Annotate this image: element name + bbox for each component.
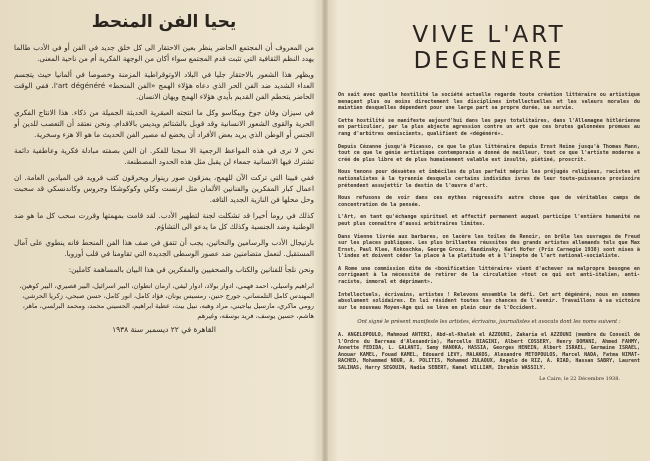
french-paragraph: L'Art, en tant qu'échange spirituel et affectif permanent auquel participe l'entière humanité ne peut plus connaître d'aussi arbitraires limites. [338,214,640,227]
arabic-paragraph: كذلك في روما أخيرا قد تشكلت لجنة لتطهير الأدب. لقد قامت بمهمتها وقررت سحب كل ما هو ضد الوطنية وضد الجنسية وكذلك كل ما يدعو الى التشاؤم. [14,211,314,231]
arabic-paragraph: نحن لا نرى في هذه المواعظ الرجعية الا سجنا للفكر. ان الفن بصفته مبادلة فكرية وعاطفية دائمة تشترك فيها الانسانية جمعاء لن يقبل مثل هذه الحدود المصطنعة. [14,146,314,166]
french-paragraph: On sait avec quelle hostilité la société actuelle regarde toute création littéraire ou artistique menaçant plus ou moins directement les disciplines intellectuelles et les valeurs morales du maintien desquelles dépendent pour une large part sa propre durée, sa survie. [338,92,640,112]
arabic-paragraph: ويظهر هذا الشعور بالاحتقار جليا في البلاد الاوتوقراطية المزمنة وخصوصا في ألمانيا حيث يتجسم العداء الشديد ضد الفن الحر الذي دعاه هؤلاء الهمج «الفن المنحط» l'art dégénéré. ففي الوقت الحاضر يتحطم الفن القديم بأيدي هؤلاء الهمج ويهان الانسان. [14,70,315,101]
arabic-paragraph: ونحن نلجأ للفنانين والكتاب والصحفيين والمفكرين في هذا البيان بالمساهمة كاملين: [68,265,314,274]
french-paragraph: Cette hostilité se manifeste aujourd'hui dans les pays totalitaires, dans l'Allemagne hitlérienne en particulier, par la plus abjecte agression contre un art que ces brutes galonnées promues au rang d'arbitres omniscients, qualifient de «dégénéré». [338,117,640,137]
french-paragraph: Nous refusons de voir dans ces mythes régressifs autre chose que de véritables camps de concentration de la pensée. [338,195,640,208]
arabic-date: القاهرة في ٢٢ ديسمبر سنة ١٩٣٨ [112,325,216,334]
arabic-page [14,8,314,456]
french-paragraph: Dans Vienne livrée aux barbares, on lacère les toiles de Renoir, on brûle les ouvrages de Freud sur les places publiques. Les plus brillantes réussites des grands artistes allemands tels que Max Ernst, Paul Klee, Kokoschka, George Grosz, Kandinsky, Karl Hofer (Prix Carnegie 1938) sont mises à l'index et doivent céder la place à la platitude et à l'inepte de l'art national-socialiste. [338,233,640,260]
arabic-paragraph: من المعروف أن المجتمع الحاضر ينظر بعين الاحتقار الى كل خلق جديد في الفن أو في الأدب طالما يهدد النظم الثقافية التي تثبت قدم المجتمع سواء أكان من الوجهة الفكرية أم من ناحية المعنى. [14,43,314,63]
french-paragraph: Depuis Cézanne jusqu'à Picasso, ce que le plus littéraire depuis Ernst Heine jusqu'à Thomas Mann, tout ce que le génie artistique contemporain a donné de meilleur, tout ce que l'artiste moderne a créé de plus libre et de plus humainement valable est insulté, piétiné, proscrit. [338,143,640,163]
french-signature-intro: Ont signé le présent manifeste les artistes, écrivains, journalistes et avocats dont les noms suivent : [357,319,621,326]
page-fold [322,0,328,461]
arabic-paragraph: في سيزان وفان جوخ وبيكاسو وكل ما انتجته العبقرية الحديثة الجميلة من ذكاء. هذا الانتاج الفكري الحرية والقوى الشعور الانسانية وقد قوبل بالشتائم ويديس بالاقدام. ونحن نعتقد أن التعصب للدين أو الجنس أو الوطن الذي يريد بعض الأفراد أن يخضع له مصير الفن الحديث ما هو الا هزء وسخرية. [14,108,314,139]
french-signatories: A. ANGELOPOULO, Mahmoud ANTERI, Abd-el-Khalek el AZZOUNI, Zakaria el AZZOUNI (membre du Conseil de l'Ordre du Barreau d'Alexandrie), Marcelle BIAGINI, Albert COSSERY, Henry DOMANI, Ahmed FAHMY, Annette FEDIDA, L. GALANTI, Samy HANOKA, HASSIA, Georges HENEIN, Albert ISRAEL, Germaine ISRAEL, Anouar KAMEL, Fouad KAMEL, Edouard LEVY, MALAKOS, Alexandre METOPOULOS, Marcel NADA, Fatma NIMAT-RACHED, Mohammed NOUR, A. POLITIS, Mohamed ZULAOUX, Angelo de RIZ, A. RIAD, Hassan SABRY, Laurent SALINAS, Harry SEGOUIN, Nadia SEBERT, Kamal WILLIAM, Ibrahim WASSILY. [338,332,640,371]
french-paragraph: A Rome une commission dite de «bonification littéraire» vient d'achever sa malpropre besogne en corrigeant à la nécessité de retirer de la circulation «tout ce qui est anti-italien, anti-raciste, immoral et déprimant». [338,265,640,286]
french-date: Le Caire, le 22 Décembre 1938. [539,375,620,382]
arabic-paragraph: ففي فيينا التي تركت الآن للهمج، يمزقون صور رينوار ويحرقون كتب فرويد في الميادين العامة. ان اعمال كبار المفكرين والفنانين الألمان مثل ارنست وكلي وكوكوشكا وجروس وكاندنسكي قد سحبت وحل محلها فن النازية الجديد التافه. [14,173,314,204]
arabic-paragraph: بارتيجال الأدب والرسامين والنحاتين، يجب أن تتفق في صف هذا الفن المنحط فانه ينطوي على آمال المستقبل. لنعمل متضامنين ضد عصور الوسطى الجديدة التي تقاومنا في قلب أوروبا. [14,238,314,258]
french-paragraph: Intellectuels, écrivains, artistes ! Relevons ensemble le défi. Cet art dégénéré, nous en sommes absolument solidaires. En lui résident toutes les chances de l'avenir. Travaillons à sa victoire sur le nouveau Moyen-Age qui se lève en plein cœur de l'Occident. [338,291,640,311]
arabic-title: يحيا الفن المنحط [91,12,237,32]
french-title: VIVE L'ART DEGENERE [412,22,566,74]
arabic-signatories: ابراهيم واسيلي، احمد فهمي، ادوار بولاد، ادوار ليفي، ارمان انطوان، البير اسرائيل، البير قصيري، البير كوهين، المهندس كامل التلمساني، جورج حنين، رمسيس يونان، فؤاد كامل، انور كامل، حسن صبحي، زكريا الحرشي، رومي ماكري، مارسيل بياجيني، مراد وهبه، نبيل بيت، عطية ابراهيم، الحسيني محمد، ومحمد البرلسي، ماهر، هاشم، حسين يوسف، فريد بوسقه، وغيرهم [19,282,314,320]
french-paragraph: Nous tenons pour désuètes et imbéciles du plus parfait mépris les préjugés religieux, racistes et nationalistes à la tyrannie desquels certains individus ivres de leur toute-puissance provisoire prétendent assujettir le destin de l'œuvre d'art. [338,169,640,189]
french-page [338,8,640,456]
